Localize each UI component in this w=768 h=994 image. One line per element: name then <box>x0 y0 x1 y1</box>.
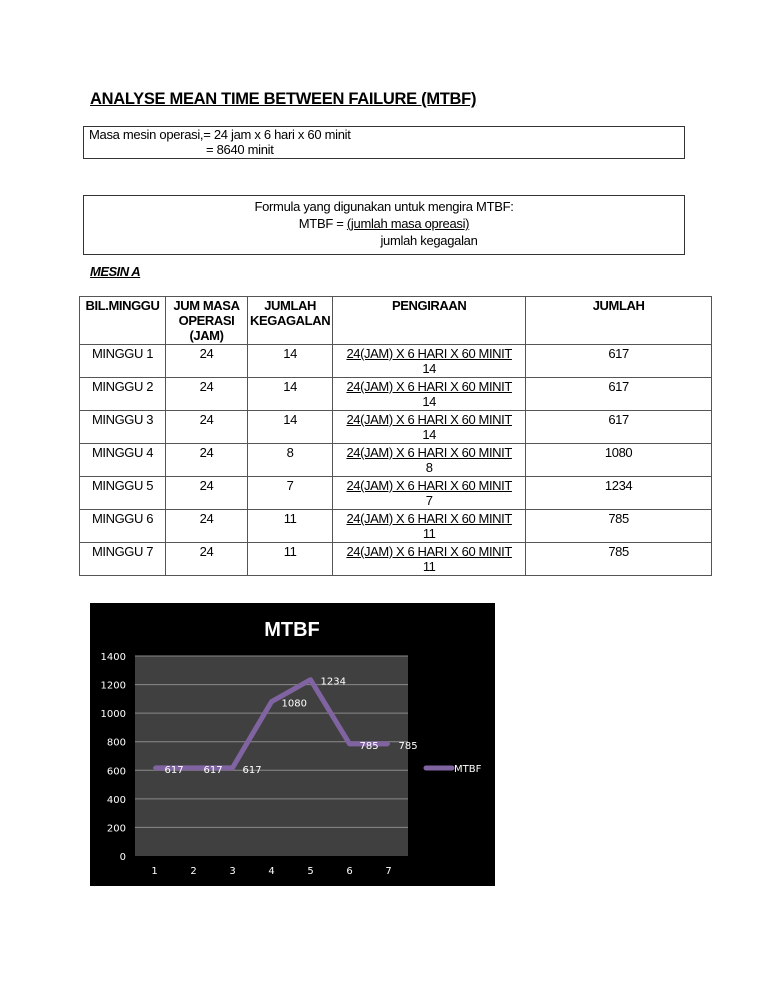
mtbf-chart <box>90 603 495 886</box>
y-tick-label: 1400 <box>100 652 126 663</box>
failures-cell: 14 <box>248 411 333 444</box>
calc-denominator: 8 <box>425 460 433 475</box>
week-cell: MINGGU 7 <box>80 543 166 576</box>
week-cell: MINGGU 4 <box>80 444 166 477</box>
calculation-cell <box>333 444 526 477</box>
week-cell: MINGGU 5 <box>80 477 166 510</box>
table-row <box>80 345 712 378</box>
total-cell: 617 <box>526 411 712 444</box>
formula-box <box>83 195 685 255</box>
formula-prefix: MTBF = <box>298 216 347 231</box>
calc-denominator: 14 <box>422 361 436 376</box>
calc-numerator: 24(JAM) X 6 HARI X 60 MINIT <box>346 412 512 427</box>
table-row <box>80 477 712 510</box>
y-tick-label: 400 <box>106 794 126 806</box>
table-row <box>80 543 712 576</box>
calculation-cell <box>333 378 526 411</box>
x-tick-label: 1 <box>151 866 158 877</box>
table-row <box>80 378 712 411</box>
failures-cell: 11 <box>248 510 333 543</box>
total-cell: 1080 <box>526 444 712 477</box>
calc-denominator: 11 <box>422 526 436 541</box>
x-tick-label: 3 <box>229 866 236 877</box>
data-point <box>270 700 273 703</box>
hours-cell: 24 <box>166 444 248 477</box>
column-header: BIL.MINGGU <box>80 297 166 345</box>
formula-line <box>84 215 684 232</box>
hours-cell: 24 <box>166 510 248 543</box>
week-cell: MINGGU 1 <box>80 345 166 378</box>
calc-denominator: 14 <box>422 394 436 409</box>
x-tick-label: 6 <box>346 866 353 877</box>
data-label: 1234 <box>320 676 346 688</box>
chart-title: MTBF <box>264 619 320 641</box>
failures-cell: 14 <box>248 378 333 411</box>
x-tick-label: 4 <box>268 866 275 877</box>
data-label: 617 <box>203 764 223 776</box>
calc-numerator: 24(JAM) X 6 HARI X 60 MINIT <box>346 379 512 394</box>
data-point <box>309 678 312 681</box>
calculation-cell <box>333 345 526 378</box>
column-header: JUMLAH KEGAGALAN <box>248 297 333 345</box>
operating-time-result: = 8640 minit <box>206 142 274 157</box>
data-label: 617 <box>164 764 184 776</box>
calculation-cell <box>333 477 526 510</box>
y-tick-label: 0 <box>119 852 126 863</box>
x-tick-label: 2 <box>190 866 197 877</box>
table-row <box>80 510 712 543</box>
data-point <box>387 742 390 745</box>
total-cell: 617 <box>526 378 712 411</box>
failures-cell: 7 <box>248 477 333 510</box>
total-cell: 617 <box>526 345 712 378</box>
calc-numerator: 24(JAM) X 6 HARI X 60 MINIT <box>346 478 512 493</box>
data-point <box>153 766 156 769</box>
y-tick-label: 1200 <box>100 680 126 692</box>
column-header: JUM MASA OPERASI (JAM) <box>166 297 248 345</box>
data-label: 785 <box>359 740 379 752</box>
calc-denominator: 7 <box>425 493 433 508</box>
table-row <box>80 411 712 444</box>
calculation-cell <box>333 543 526 576</box>
week-cell: MINGGU 6 <box>80 510 166 543</box>
failures-cell: 8 <box>248 444 333 477</box>
x-tick-label: 7 <box>385 866 392 877</box>
data-point <box>192 766 195 769</box>
page-title: ANALYSE MEAN TIME BETWEEN FAILURE (MTBF) <box>90 90 477 108</box>
operating-time-line: Masa mesin operasi,= 24 jam x 6 hari x 60 minit <box>89 127 351 142</box>
data-label: 617 <box>242 764 262 776</box>
formula-numerator: (jumlah masa opreasi) <box>346 216 470 231</box>
week-cell: MINGGU 2 <box>80 378 166 411</box>
y-tick-label: 800 <box>106 737 126 749</box>
y-tick-label: 1000 <box>100 709 126 721</box>
table-row <box>80 444 712 477</box>
calc-denominator: 11 <box>422 559 436 574</box>
calc-numerator: 24(JAM) X 6 HARI X 60 MINIT <box>346 544 512 559</box>
total-cell: 785 <box>526 510 712 543</box>
hours-cell: 24 <box>166 378 248 411</box>
formula-denominator: jumlah kegagalan <box>380 233 478 248</box>
failures-cell: 11 <box>248 543 333 576</box>
calc-numerator: 24(JAM) X 6 HARI X 60 MINIT <box>346 511 512 526</box>
column-header: PENGIRAAN <box>333 297 526 345</box>
formula-heading: Formula yang digunakan untuk mengira MTBF: <box>254 199 514 214</box>
data-point <box>231 766 234 769</box>
calculation-cell <box>333 510 526 543</box>
total-cell: 1234 <box>526 477 712 510</box>
legend-label: MTBF <box>454 764 482 775</box>
y-tick-label: 600 <box>106 766 126 778</box>
hours-cell: 24 <box>166 477 248 510</box>
calc-denominator: 14 <box>422 427 436 442</box>
calc-numerator: 24(JAM) X 6 HARI X 60 MINIT <box>346 445 512 460</box>
calculation-cell <box>333 411 526 444</box>
plot-area <box>135 656 408 856</box>
total-cell: 785 <box>526 543 712 576</box>
hours-cell: 24 <box>166 411 248 444</box>
data-label: 1080 <box>281 698 307 710</box>
x-tick-label: 5 <box>307 866 314 877</box>
y-tick-label: 200 <box>106 823 126 835</box>
hours-cell: 24 <box>166 543 248 576</box>
data-label: 785 <box>398 740 418 752</box>
mtbf-table <box>79 296 712 576</box>
data-point <box>348 742 351 745</box>
column-header: JUMLAH <box>526 297 712 345</box>
hours-cell: 24 <box>166 345 248 378</box>
week-cell: MINGGU 3 <box>80 411 166 444</box>
operating-time-box <box>83 126 685 159</box>
calc-numerator: 24(JAM) X 6 HARI X 60 MINIT <box>346 346 512 361</box>
chart-svg <box>90 603 495 886</box>
section-heading: MESIN A <box>90 264 141 279</box>
failures-cell: 14 <box>248 345 333 378</box>
